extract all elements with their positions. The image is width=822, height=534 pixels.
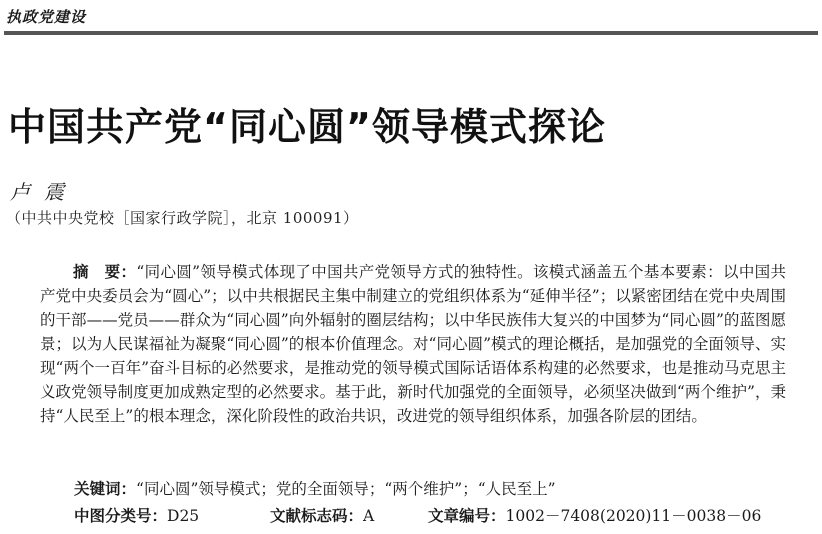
article-title: 中国共产党“同心圆”领导模式探论 <box>8 105 606 149</box>
article-number-label: 文章编号： <box>428 507 506 525</box>
abstract-label: 摘 要： <box>73 263 137 281</box>
abstract-text: “同心圆”领导模式体现了中国共产党领导方式的独特性。该模式涵盖五个基本要素：以中国共产党中央委员会为“圆心”；以中共根据民主集中制建立的党组织体系为“延伸半径”；以紧密团结在党中央周围的干部——党员——群众为“同心圆”向外辐射的圈层结构；以中华民族伟大复兴的中国梦为“同心圆”的蓝图愿景；以为人民谋福祉为凝聚“同心圆”的根本价值理念。对“同心圆”模式的理论概括，是加强党的全面领导、实现“两个一百年”奋斗目标的必然要求，是推动党的领导模式国际话语体系构建的必然要求，也是推动马克思主义政党领导制度更加成熟定型的必然要求。基于此，新时代加强党的全面领导，必须坚决做到“两个维护”，秉持“人民至上”的根本理念，深化阶段性的政治共识，改进党的领导组织体系，加强各阶层的团结。 <box>40 263 786 425</box>
document-code-value: A <box>363 507 375 525</box>
article-number-value: 1002－7408(2020)11－0038－06 <box>505 507 762 525</box>
clc-number <box>74 504 199 526</box>
keywords <box>74 477 556 499</box>
article-number <box>428 504 761 526</box>
section-label: 执政党建设 <box>6 8 87 26</box>
author-name: 卢震 <box>10 180 78 204</box>
keywords-label: 关键词： <box>74 480 137 498</box>
document-code <box>270 504 374 526</box>
clc-value: D25 <box>167 507 200 525</box>
keywords-text: “同心圆”领导模式；党的全面领导；“两个维护”；“人民至上” <box>136 480 556 498</box>
header-rule <box>4 31 818 35</box>
document-code-label: 文献标志码： <box>270 507 364 525</box>
author-affiliation: （中共中央党校［国家行政学院］，北京 100091） <box>6 209 359 227</box>
clc-label: 中图分类号： <box>74 507 168 525</box>
abstract <box>40 260 786 428</box>
